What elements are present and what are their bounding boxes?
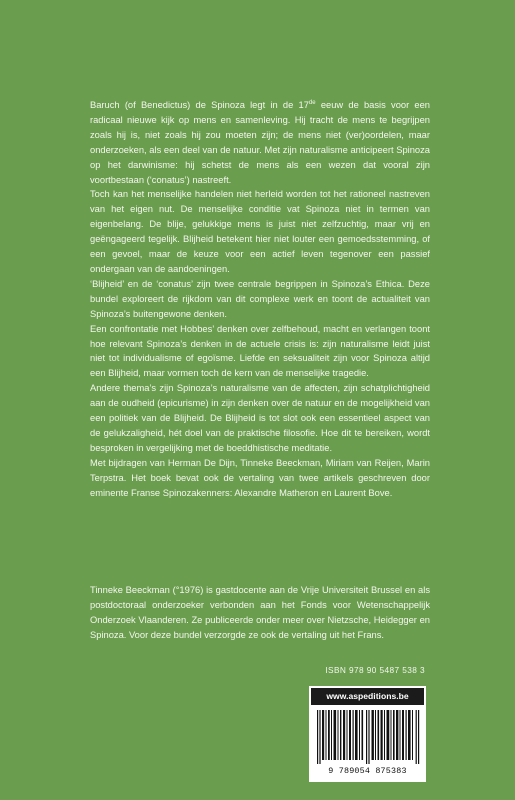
blurb-paragraph: Een confrontatie met Hobbes’ denken over zelfbehoud, macht en verlangen toont hoe relevant Spinoza’s denken in de actuele crisis is: zijn naturalisme leidt juist niet tot individualisme of egoïsme. Liefde en seksualiteit zijn voor Spinoza altijd een Blijheid, maar vormen toch de kern van de menselijke tragedie. [90, 323, 430, 379]
isbn-label: ISBN 978 90 5487 538 3 [325, 665, 425, 675]
blurb-paragraph [90, 98, 430, 187]
publisher-website: www.aspeditions.be [311, 688, 424, 705]
barcode-number: 9 789054 875383 [328, 766, 407, 776]
blurb [90, 98, 430, 500]
paragraph-text: Baruch (of Benedictus) de Spinoza legt in de 17 [90, 100, 309, 110]
blurb-paragraph: ‘Blijheid’ en de ‘conatus’ zijn twee centrale begrippen in Spinoza’s Ethica. Deze bundel exploreert de rijkdom van dit complexe werk en toont de actualiteit van Spinoza’s buitengewone denken. [90, 278, 430, 319]
author-bio-text: Tinneke Beeckman (°1976) is gastdocente aan de Vrije Universiteit Brussel en als postdoctoraal onderzoeker verbonden aan het Fonds voor Wetenschappelijk Onderzoek Vlaanderen. Ze publiceerde onder meer over Nietzsche, Heidegger en Spinoza. Voor deze bundel verzorgde ze ook de vertaling uit het Frans. [90, 585, 430, 640]
superscript: de [308, 99, 316, 106]
barcode-icon [317, 710, 420, 764]
blurb-paragraph: Met bijdragen van Herman De Dijn, Tinneke Beeckman, Miriam van Reijen, Marin Terpstra. Het boek bevat ook de vertaling van twee artikels geschreven door eminente Franse Spinozakenners: Alexandre Matheron en Laurent Bove. [90, 457, 430, 498]
author-bio [90, 583, 430, 643]
barcode-panel [309, 686, 426, 782]
blurb-paragraph: Toch kan het menselijke handelen niet herleid worden tot het rationeel nastreven van het eigen nut. De menselijke conditie vat Spinoza niet in termen van eigenbelang. De blije, gelukkige mens is juist niet zelfzuchtig, maar vrij en geëngageerd tegelijk. Blijheid betekent hier niet louter een gemoedsstemming, of een gevoel, maar de keuze voor een actief leven tegenover een passief ondergaan van de aandoeningen. [90, 189, 430, 274]
paragraph-text: eeuw de basis voor een radicaal nieuwe kijk op mens en samenleving. Hij tracht de mens te begrijpen zoals hij is, niet zoals hij zou moeten zijn; de mens niet (ver)oordelen, maar onderzoeken, als een deel van de natuur. Met zijn naturalisme anticipeert Spinoza op het darwinisme: hij schetst de mens als een wezen dat vooral zijn voortbestaan (‘conatus’) nastreeft. [90, 100, 431, 185]
blurb-paragraph: Andere thema’s zijn Spinoza’s naturalisme van de affecten, zijn schatplichtigheid aan de oudheid (epicurisme) in zijn denken over de natuur en de mogelijkheid van een politiek van de Blijheid. De Blijheid is tot slot ook een essentieel aspect van de gelukzaligheid, hét doel van de praktische filosofie. Hoe dit te bereiken, wordt besproken in vergelijking met de boeddhistische meditatie. [90, 383, 430, 453]
